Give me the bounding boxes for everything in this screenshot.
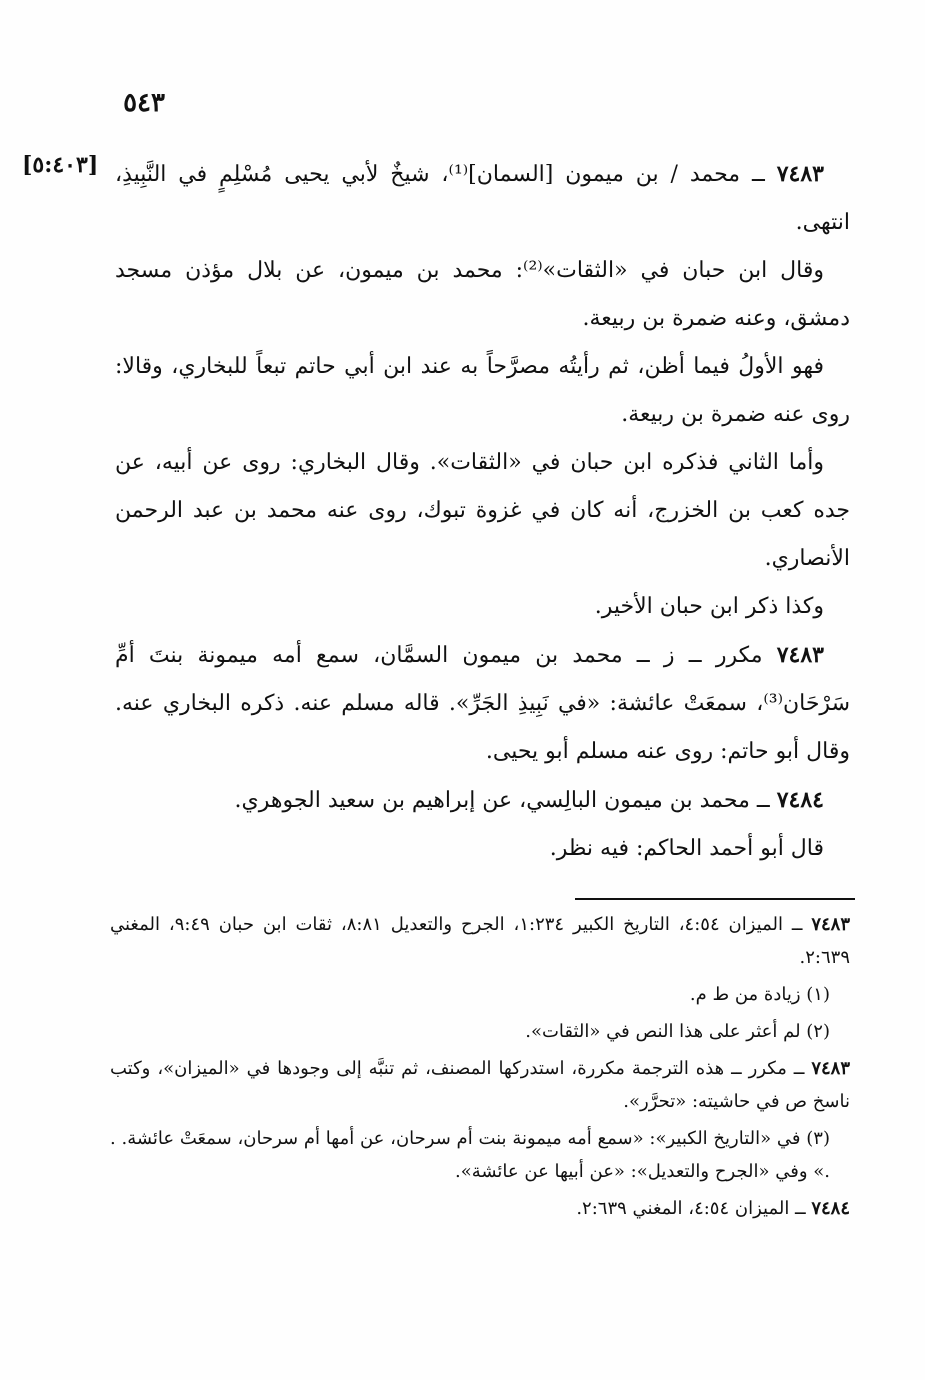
paragraph: وكذا ذكر ابن حبان الأخير.: [594, 594, 824, 619]
footnote-entry-number: ٧٤٨٣: [811, 914, 851, 935]
entry-7483: [115, 150, 850, 247]
paragraph: وقال ابن حبان في «الثقات»⁽²⁾: محمد بن ميمون، عن بلال مؤذن مسجد دمشق، وعنه ضمرة بن ربيعة.: [115, 258, 850, 331]
footnote-source: [110, 1192, 850, 1225]
footnote-1: (١) زيادة من ط م.: [689, 984, 830, 1005]
entry-number: ٧٤٨٤: [776, 787, 824, 813]
footnote-text: ــ مكرر ــ هذه الترجمة مكررة، استدركها المصنف، ثم تنبَّه إلى وجودها في «الميزان»، وكتب ناسخ ص في حاشيته: «تحرَّر».: [110, 1058, 850, 1112]
margin-reference: [٥:٤٠٣]: [22, 152, 99, 178]
entry-7483-repeat: [115, 631, 850, 776]
entry-number: ٧٤٨٣: [776, 161, 824, 187]
footnote-entry-number: ٧٤٨٤: [811, 1198, 850, 1219]
footnotes: [110, 908, 850, 1229]
footnote-text: ــ الميزان ٤:٥٤، المغني ٢:٦٣٩.: [576, 1198, 812, 1219]
entry-7484: [115, 776, 850, 825]
footnote-source: [110, 1052, 850, 1118]
main-text: [115, 150, 850, 873]
footnote-source: [110, 908, 850, 974]
footnote-entry-number: ٧٤٨٣: [811, 1058, 850, 1079]
footnote-separator: [575, 898, 855, 900]
paragraph: وأما الثاني فذكره ابن حبان في «الثقات». وقال البخاري: روى عن أبيه، عن جده كعب بن الخزرج، أنه كان في غزوة تبوك، روى عنه محمد بن عبد الرحمن الأنصاري.: [115, 450, 850, 571]
paragraph: فهو الأولُ فيما أظن، ثم رأيتُه مصرَّحاً به عند ابن أبي حاتم تبعاً للبخاري، وقالا: روى عنه ضمرة بن ربيعة.: [115, 354, 850, 427]
footnote-3: (٣) في «التاريخ الكبير»: «سمع أمه ميمونة بنت أم سرحان، عن أمها أم سرحان، سمعَتْ عائشة. . .» وفي «الجرح والتعديل»: «عن أبيها عن عائشة».: [110, 1128, 830, 1182]
page-number: ٥٤٣: [123, 88, 165, 118]
entry-text: ــ محمد / بن ميمون [السمان]⁽¹⁾، شيخٌ لأبي يحيى مُسْلِمٍ في النَّبِيذِ، انتهى.: [115, 162, 850, 235]
footnote-2: (٢) لم أعثر على هذا النص في «الثقات».: [525, 1021, 830, 1042]
paragraph: قال أبو أحمد الحاكم: فيه نظر.: [549, 836, 824, 861]
entry-text: ــ محمد بن ميمون البالِسي، عن إبراهيم بن سعيد الجوهري.: [234, 788, 777, 813]
entry-number: ٧٤٨٣: [776, 642, 824, 668]
footnote-text: ــ الميزان ٤:٥٤، التاريخ الكبير ١:٢٣٤، الجرح والتعديل ٨:٨١، ثقات ابن حبان ٩:٤٩، المغني ٢:٦٣٩.: [110, 914, 850, 968]
entry-text: مكرر ــ ز ــ محمد بن ميمون السمَّان، سمع أمه ميمونة بنتَ أمِّ سَرْحَان⁽³⁾، سمعَتْ عائشة: «في نَبِيذِ الجَرِّ». قاله مسلم عنه. ذكره البخاري عنه. وقال أبو حاتم: روى عنه مسلم أبو يحيى.: [115, 643, 850, 764]
